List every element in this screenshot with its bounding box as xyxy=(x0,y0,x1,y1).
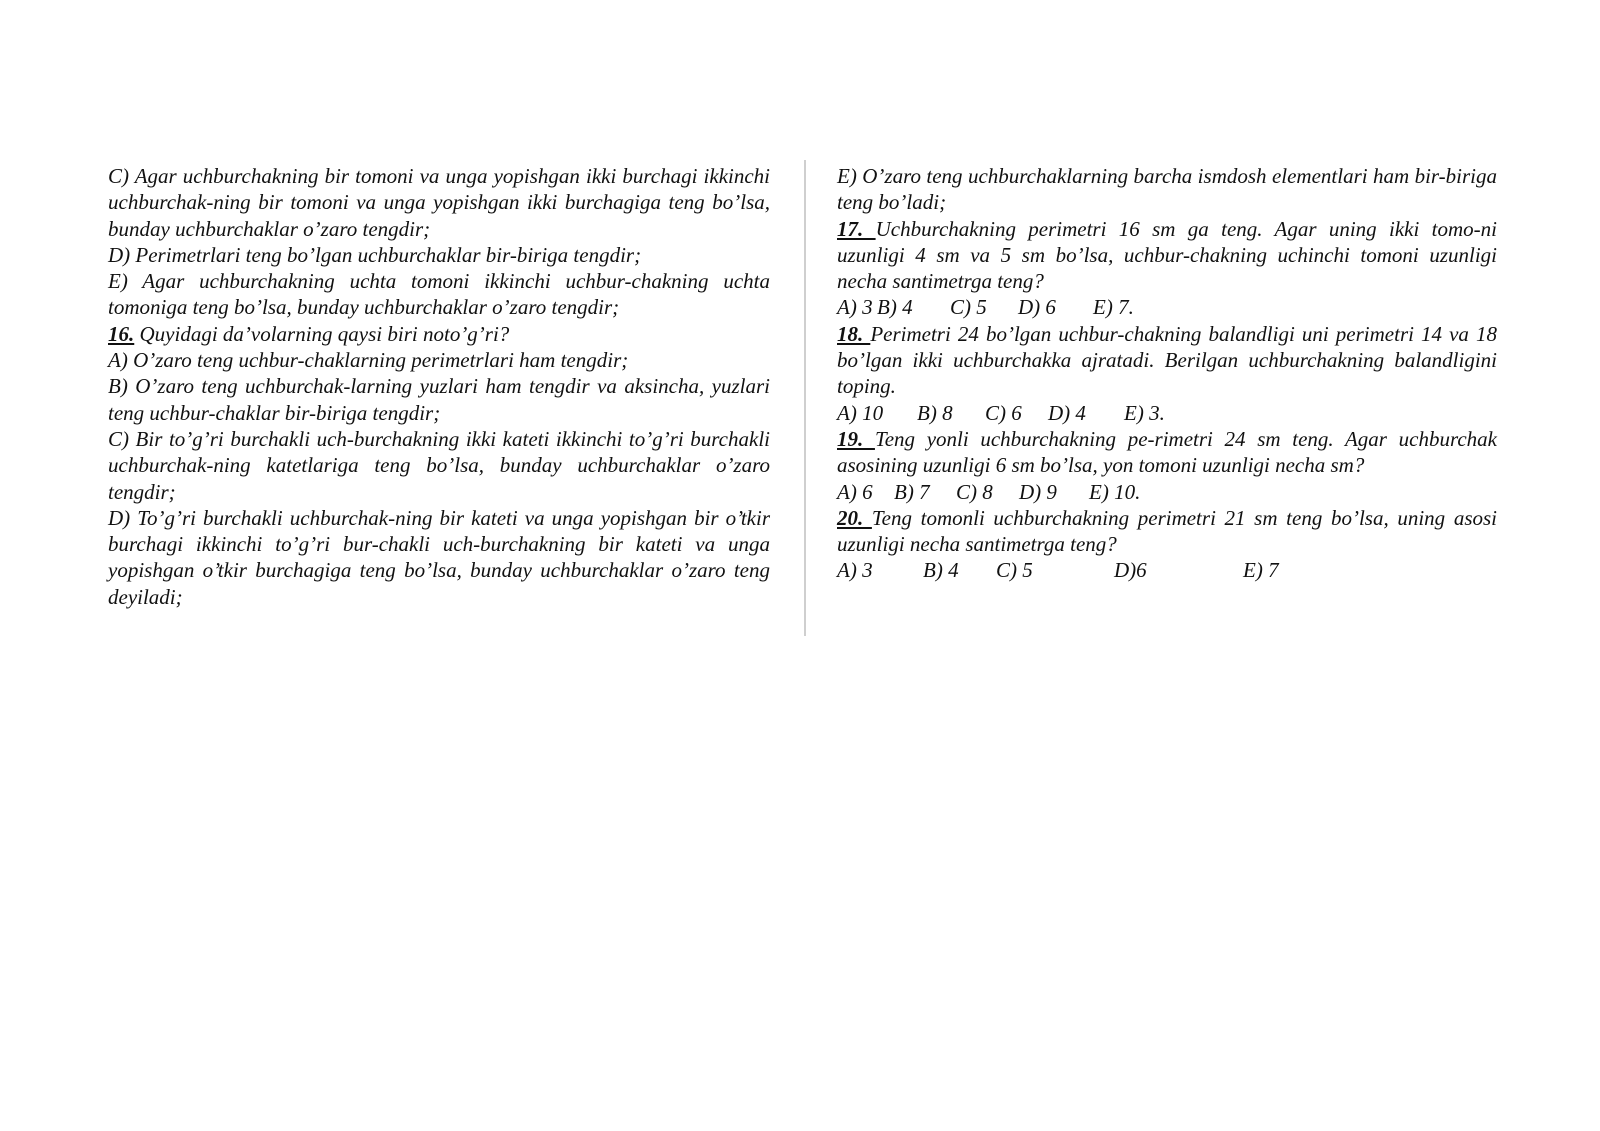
question-number: 16. xyxy=(108,321,135,346)
statement-d: D) Perimetrlari teng bo’lgan uchburchaklar bir-biriga tengdir; xyxy=(108,242,642,267)
answer-option: B) 8 xyxy=(917,400,953,425)
statement-e: E) Agar uchburchakning uchta tomoni ikkinchi uchbur-chakning uchta tomoniga teng bo’lsa, bunday uchburchaklar o’zaro tengdir; xyxy=(108,269,770,320)
question-text: Perimetri 24 bo’lgan uchbur-chakning balandligi uni perimetri 14 va 18 bo’lgan ikki uchburchakka ajratadi. Berilgan uchburchakning balandligini toping. xyxy=(837,321,1497,399)
q19-answers xyxy=(837,479,1497,505)
answer-option: B) 4 xyxy=(923,558,959,583)
left-column xyxy=(108,163,770,610)
question-number: 19. xyxy=(837,426,875,451)
answer-option: E) 7 xyxy=(1243,558,1279,583)
column-divider xyxy=(804,160,806,636)
answer-option: C) 5 xyxy=(950,295,987,320)
question-number: 18. xyxy=(837,321,871,346)
question-number: 17. xyxy=(837,216,876,241)
answer-option: B) 4 xyxy=(877,295,913,320)
answer-option: C) 5 xyxy=(996,558,1033,583)
answer-option: A) 10 xyxy=(837,400,884,425)
question-20 xyxy=(837,505,1497,558)
answer-option: C) 6 xyxy=(985,400,1022,425)
answer-option: D)6 xyxy=(1114,558,1147,583)
q16-option-e: E) O’zaro teng uchburchaklarning barcha ismdosh elementlari ham bir-biriga teng bo’ladi; xyxy=(837,164,1497,215)
answer-option: E) 10. xyxy=(1089,479,1141,504)
question-17 xyxy=(837,216,1497,295)
q16-option-c: C) Bir to’g’ri burchakli uch-burchakning ikki kateti ikkinchi to’g’ri burchakli uchburchak-ning katetlariga teng bo’lsa, bunday uchburchaklar o’zaro tengdir; xyxy=(108,426,770,504)
answer-option: D) 4 xyxy=(1048,400,1086,425)
q16-option-a: A) O’zaro teng uchbur-chaklarning perimetrlari ham tengdir; xyxy=(108,348,629,373)
question-18 xyxy=(837,321,1497,400)
q20-answers xyxy=(837,557,1497,583)
answer-option: E) 7. xyxy=(1093,295,1134,320)
q16-option-b: B) O’zaro teng uchburchak-larning yuzlari ham tengdir va aksincha, yuzlari teng uchbur-chaklar bir-biriga tengdir; xyxy=(108,374,770,425)
question-number: 20. xyxy=(837,505,872,530)
answer-option: B) 7 xyxy=(894,479,930,504)
question-text: Teng tomonli uchburchakning perimetri 21 sm teng bo’lsa, uning asosi uzunligi necha santimetrga teng? xyxy=(837,505,1497,557)
answer-option: E) 3. xyxy=(1124,400,1165,425)
question-text: Teng yonli uchburchakning pe-rimetri 24 sm teng. Agar uchburchak asosining uzunligi 6 sm bo’lsa, yon tomoni uzunligi necha sm? xyxy=(837,426,1498,478)
question-16 xyxy=(108,321,770,347)
answer-option: D) 6 xyxy=(1018,295,1056,320)
q18-answers xyxy=(837,400,1497,426)
question-text: Uchburchakning perimetri 16 sm ga teng. Agar uning ikki tomo-ni uzunligi 4 sm va 5 sm bo’lsa, uchbur-chakning uchinchi tomoni uzunligi necha santimetrga teng? xyxy=(837,216,1497,294)
answer-option: D) 9 xyxy=(1019,479,1057,504)
q16-option-d: D) To’g’ri burchakli uchburchak-ning bir kateti va unga yopishgan bir o’tkir burchagi ikkinchi to’g’ri bur-chakli uch-burchakning bir kateti va unga yopishgan o’tkir burchagiga teng bo’lsa, bunday uchburchaklar o’zaro teng deyiladi; xyxy=(108,505,770,609)
answer-option: C) 8 xyxy=(956,479,993,504)
question-text: Quyidagi da’volarning qaysi biri noto’g’ri? xyxy=(134,321,510,346)
statement-c: C) Agar uchburchakning bir tomoni va unga yopishgan ikki burchagi ikkinchi uchburchak-ning bir tomoni va unga yopishgan ikki burchagiga teng bo’lsa, bunday uchburchaklar o’zaro tengdir; xyxy=(108,164,770,241)
question-19 xyxy=(837,426,1497,479)
answer-option: A) 3 xyxy=(837,295,873,320)
answer-option: A) 3 xyxy=(837,558,873,583)
right-column xyxy=(837,163,1497,584)
q17-answers xyxy=(837,294,1497,320)
answer-option: A) 6 xyxy=(837,479,873,504)
